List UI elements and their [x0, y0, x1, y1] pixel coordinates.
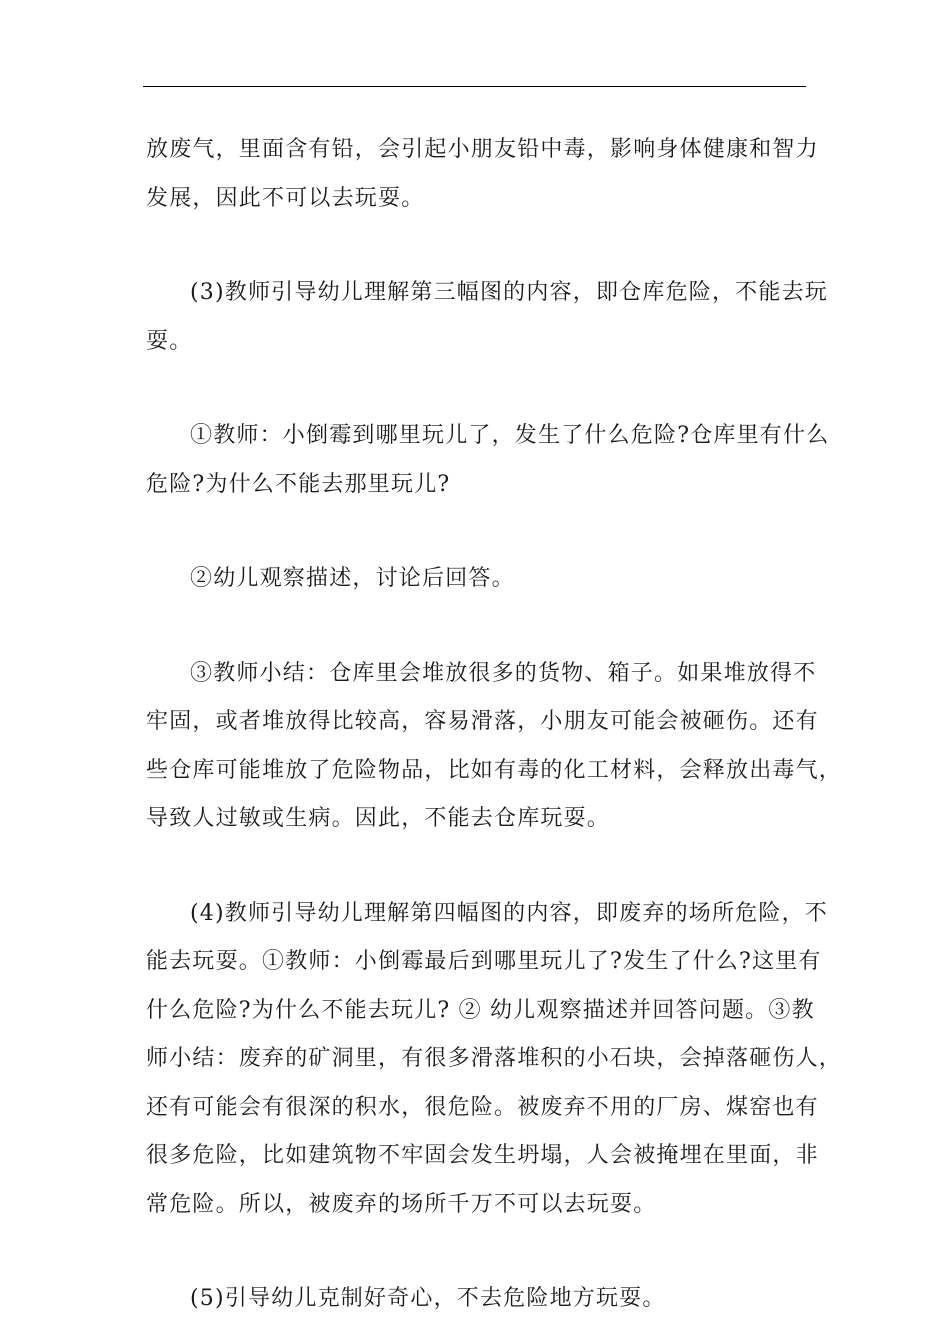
paragraph-step-3	[146, 269, 828, 366]
text-line: 导致人过敏或生病。因此，不能去仓库玩耍。	[146, 806, 611, 831]
text-line: (4)教师引导幼儿理解第四幅图的内容，即废弃的场所危险，不	[190, 900, 828, 926]
text-line: 还有可能会有很深的积水，很危险。被废弃不用的厂房、煤窑也有	[146, 1094, 819, 1120]
text-line: 能去玩耍。①教师：小倒霉最后到哪里玩儿了?发生了什么?这里有	[146, 949, 822, 974]
text-line: 放废气，里面含有铅，会引起小朋友铅中毒，影响身体健康和智力	[146, 137, 819, 162]
paragraph-step-5	[146, 1275, 806, 1324]
text-line: (5)引导幼儿克制好奇心，不去危险地方玩耍。	[190, 1286, 666, 1311]
paragraph-step-3-summary	[146, 650, 843, 844]
document-body	[146, 126, 843, 1324]
text-line: 师小结：废弃的矿洞里，有很多滑落堆积的小石块，会掉落砸伤人，	[146, 1046, 843, 1071]
text-line: (3)教师引导幼儿理解第三幅图的内容，即仓库危险，不能去玩	[190, 280, 828, 305]
text-line: ③教师小结：仓库里会堆放很多的货物、箱子。如果堆放得不	[190, 660, 817, 686]
paragraph-continuation	[146, 126, 819, 223]
text-line: 耍。	[146, 328, 193, 354]
text-line: 些仓库可能堆放了危险物品，比如有毒的化工材料，会释放出毒气，	[146, 757, 843, 783]
text-line: ①教师：小倒霉到哪里玩儿了，发生了什么危险?仓库里有什么	[190, 423, 830, 448]
text-line: 牢固，或者堆放得比较高，容易滑落，小朋友可能会被砸伤。还有	[146, 709, 819, 734]
paragraph-step-4	[146, 890, 843, 1230]
paragraph-step-3-answer	[146, 555, 806, 604]
text-line: 什么危险?为什么不能去玩儿? ② 幼儿观察描述并回答问题。③教	[146, 997, 815, 1023]
text-line: ②幼儿观察描述，讨论后回答。	[190, 566, 515, 591]
text-line: 很多危险，比如建筑物不牢固会发生坍塌，人会被掩埋在里面，非	[146, 1143, 819, 1168]
text-line: 发展，因此不可以去玩耍。	[146, 185, 425, 211]
header-rule	[143, 86, 806, 87]
text-line: 危险?为什么不能去那里玩儿?	[146, 471, 451, 497]
paragraph-step-3-question	[146, 412, 830, 509]
text-line: 常危险。所以，被废弃的场所千万不可以去玩耍。	[146, 1191, 657, 1217]
